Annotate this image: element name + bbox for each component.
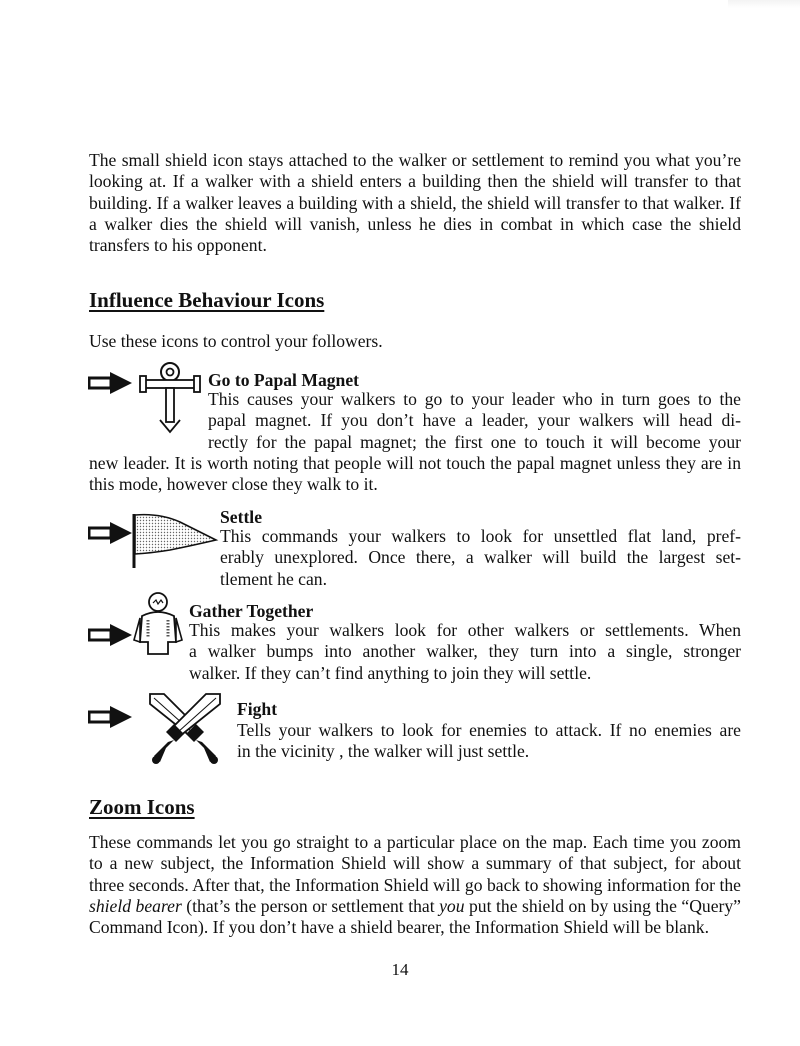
zoom-text-part: put the shield on by using the “Query” Command Icon). If you don’t have a shield bearer, the Information Shield will be blank. [89,895,741,938]
papal-magnet-description [208,389,741,453]
settle-title: Settle [220,507,263,527]
papal-magnet-ankh-icon[interactable] [138,358,202,438]
influence-intro-text: Use these icons to control your followers. [89,331,383,351]
go-to-papal-magnet-title: Go to Papal Magnet [208,370,359,390]
zoom-text-part: (that’s the person or settlement that [181,895,440,916]
shield-intro-paragraph: The small shield icon stays attached to the walker or settlement to remind you what you’re looking at. If a walker with a shield enters a building then the shield will transfer to that building. If a walker leaves a building with a shield, the shield will transfer to that walker. If a walker dies the shield will vanish, unless he dies in combat in which case the shield transfers to his opponent. [89,150,741,256]
scan-edge-shadow [728,0,800,8]
fight-title: Fight [237,699,278,719]
settle-line: This commands your walkers to look for unsettled flat land, pref- [220,526,741,546]
gather-together-line: This makes your walkers look for other walkers or settlements. When [189,620,741,640]
zoom-icons-paragraph [89,832,741,938]
shield-bearer-emphasis: shield bearer [89,895,182,916]
influence-behaviour-heading: Influence Behaviour Icons [89,288,325,312]
papal-magnet-continuation: new leader. It is worth noting that people will not touch the papal magnet unless they are in this mode, however close they walk to it. [89,453,741,495]
zoom-text-part: These commands let you go straight to a particular place on the map. Each time you zoom to a new subject, the Information Shield will show a summary of that subject, for about three seconds. After that, the Information Shield will go back to showing information for the [89,832,741,895]
pointer-arrow-icon [88,624,134,646]
fight-description [237,720,741,763]
papal-magnet-line: rectly for the papal magnet; the first one to touch it will become your [208,431,741,452]
pointer-arrow-icon [88,706,134,728]
zoom-icons-heading: Zoom Icons [89,795,195,819]
gather-together-description [189,620,741,684]
gather-together-line: a walker bumps into another walker, they turn into a single, stronger [189,641,741,662]
gather-together-line: walker. If they can’t find anything to join they will settle. [189,662,592,683]
papal-magnet-line: papal magnet. If you don’t have a leader, your walkers will head di- [208,410,741,431]
settle-line: tlement he can. [220,568,327,589]
fight-line: in the vicinity , the walker will just settle. [237,741,530,762]
pointer-arrow-icon [88,522,134,544]
gather-together-title: Gather Together [189,601,314,621]
you-emphasis: you [439,895,465,916]
fight-crossed-swords-icon[interactable] [146,690,224,766]
papal-magnet-line: This causes your walkers to go to your leader who in turn goes to the [208,389,741,409]
fight-line: Tells your walkers to look for enemies to attack. If no enemies are [237,720,741,740]
page-number: 14 [391,960,409,979]
settle-description [220,526,741,590]
gather-together-figure-icon[interactable] [130,590,186,656]
settle-flag-icon[interactable] [130,510,220,570]
settle-line: erably unexplored. Once there, a walker will build the largest set- [220,547,741,568]
pointer-arrow-icon [88,372,134,394]
